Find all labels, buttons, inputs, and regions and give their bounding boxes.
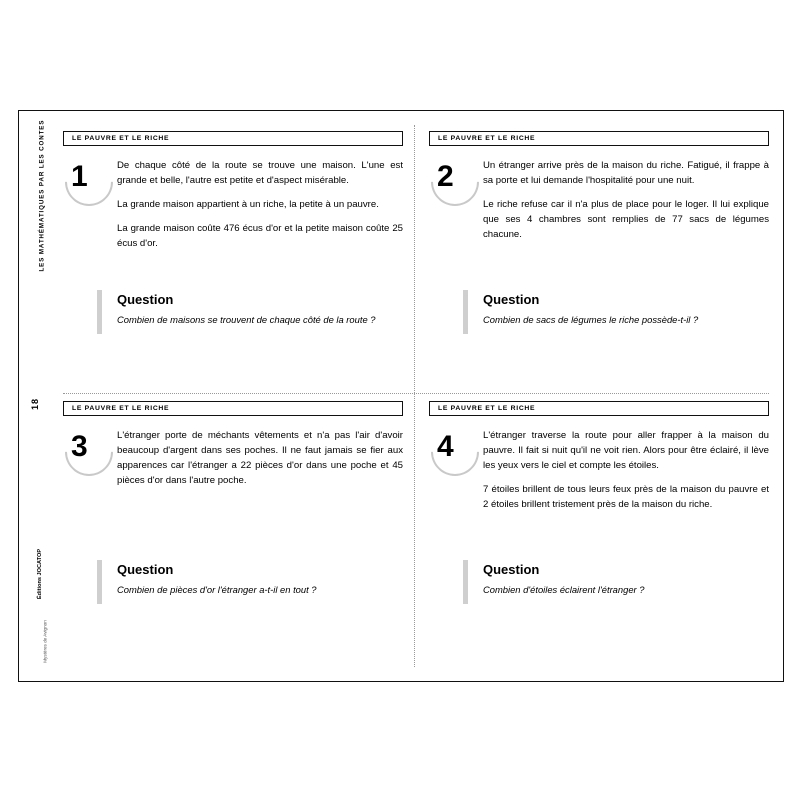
arc-decoration-icon	[421, 418, 489, 486]
card-body	[429, 428, 769, 548]
exercise-card	[429, 401, 769, 597]
card-body	[63, 158, 403, 278]
page-number: 18	[30, 398, 40, 411]
book-page	[18, 110, 784, 682]
arc-decoration-icon	[421, 148, 489, 216]
card-body	[429, 158, 769, 278]
vertical-cut-guide	[414, 125, 415, 667]
story-paragraph: 7 étoiles brillent de tous leurs feux près de la maison du pauvre et 2 étoiles brillent tristement près de la maison du riche.	[483, 484, 769, 510]
question-text: Combien de pièces d'or l'étranger a-t-il en tout ?	[117, 584, 317, 595]
story-paragraph: Le riche refuse car il n'a plus de place pour le loger. Il lui explique que ses 4 chambres sont remplies de 77 sacs de légumes chacune.	[483, 199, 769, 240]
story-paragraph: L'étranger traverse la route pour aller frapper à la maison du pauvre. Il fait si nuit qu'il ne voit rien. Alors pour être éclairé, il lève les yeux vers le ciel et compte les étoiles.	[483, 430, 769, 471]
page-spine-margin	[19, 111, 63, 681]
question-block	[429, 292, 769, 327]
publisher-name: Éditions JOCATOP	[37, 548, 43, 600]
question-heading: Question	[483, 292, 540, 307]
exercise-card	[63, 131, 403, 327]
card-number-badge	[63, 426, 115, 484]
story-paragraph: De chaque côté de la route se trouve une maison. L'une est grande et belle, l'autre est petite et d'aspect misérable.	[117, 160, 403, 186]
story-paragraph: L'étranger porte de méchants vêtements et n'a pas l'air d'avoir beaucoup d'argent dans ses poches. Il ne faut jamais se fier aux apparences car l'étranger a 22 pièces d'or dans une poche et 45 pièces d'or dans l'autre poche.	[117, 430, 403, 486]
card-number: 4	[437, 430, 454, 463]
card-number: 3	[71, 430, 88, 463]
question-accent-bar	[463, 290, 468, 334]
question-text: Combien de maisons se trouvent de chaque côté de la route ?	[117, 314, 376, 325]
question-block	[63, 292, 403, 327]
question-block	[63, 562, 403, 597]
card-number-badge	[63, 156, 115, 214]
exercise-card	[429, 131, 769, 327]
question-accent-bar	[463, 560, 468, 604]
question-text: Combien d'étoiles éclairent l'étranger ?	[483, 584, 645, 595]
card-number: 2	[437, 160, 454, 193]
spine-book-title: LES MATHÉMATIQUES PAR LES CONTES	[38, 119, 46, 272]
horizontal-cut-guide	[63, 393, 769, 394]
story-paragraph: Un étranger arrive près de la maison du riche. Fatigué, il frappe à sa porte et lui demande l'hospitalité pour une nuit.	[483, 160, 769, 186]
question-accent-bar	[97, 290, 102, 334]
card-number-badge	[429, 426, 481, 484]
card-title: LE PAUVRE ET LE RICHE	[429, 401, 769, 416]
card-number: 1	[71, 160, 88, 193]
story-paragraph: La grande maison appartient à un riche, la petite à un pauvre.	[117, 199, 379, 210]
question-heading: Question	[483, 562, 540, 577]
question-heading: Question	[117, 292, 174, 307]
exercise-card	[63, 401, 403, 597]
arc-decoration-icon	[55, 418, 123, 486]
card-title: LE PAUVRE ET LE RICHE	[63, 131, 403, 146]
collection-name: Mystères de Avignon	[42, 620, 48, 663]
arc-decoration-icon	[55, 148, 123, 216]
card-title: LE PAUVRE ET LE RICHE	[63, 401, 403, 416]
question-block	[429, 562, 769, 597]
question-text: Combien de sacs de légumes le riche possède-t-il ?	[483, 314, 699, 325]
cards-grid	[63, 125, 769, 667]
card-title: LE PAUVRE ET LE RICHE	[429, 131, 769, 146]
card-body	[63, 428, 403, 548]
story-paragraph: La grande maison coûte 476 écus d'or et la petite maison coûte 25 écus d'or.	[117, 223, 403, 249]
question-heading: Question	[117, 562, 174, 577]
question-accent-bar	[97, 560, 102, 604]
card-number-badge	[429, 156, 481, 214]
